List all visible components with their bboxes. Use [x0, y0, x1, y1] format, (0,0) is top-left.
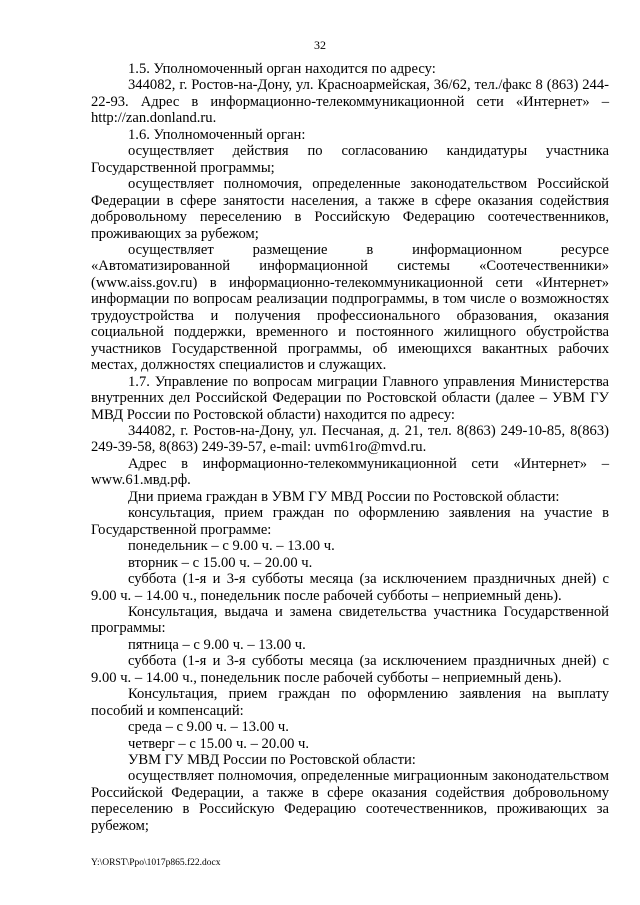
- paragraph: 1.5. Уполномоченный орган находится по адресу:: [128, 61, 436, 77]
- paragraph: вторник – с 15.00 ч. – 20.00 ч.: [128, 554, 313, 571]
- paragraph: Адрес в информационно-телекоммуникационной сети «Интернет» – www.61.мвд.рф.: [91, 455, 609, 489]
- paragraph: суббота (1-я и 3-я субботы месяца (за исключением праздничных дней) с 9.00 ч. – 14.00 ч., понедельник после рабочей субботы – неприемный день).: [91, 653, 609, 686]
- paragraph: 344082, г. Ростов-на-Дону, ул. Песчаная, д. 21, тел. 8(863) 249-10-85, 8(863) 249-39-58, 8(863) 249-39-57, e-mail: uvm61ro@mvd.ru.: [91, 422, 609, 456]
- paragraph: среда – с 9.00 ч. – 13.00 ч.: [128, 719, 289, 736]
- paragraph: 1.7. Управление по вопросам миграции Главного управления Министерства внутренних дел Российской Федерации по Ростовской области (далее – УВМ ГУ МВД России по Ростовской области) находится по адресу:: [91, 373, 609, 423]
- paragraph: осуществляет действия по согласованию кандидатуры участника Государственной программы;: [91, 143, 609, 176]
- paragraph: осуществляет полномочия, определенные законодательством Российской Федерации в сфере занятости населения, а также в сфере оказания содействия добровольному переселению в Российскую Федерацию соотечественников, проживающих за рубежом;: [91, 176, 609, 242]
- paragraph: осуществляет размещение в информационном ресурсе «Автоматизированной информационной системы «Соотечественники» (www.aiss.gov.ru) в информационно-телекоммуникационной сети «Интернет» информации по вопросам реализации подпрограммы, в том числе о возможностях трудоустройства и получения профессионального образования, оказания социальной поддержки, временного и постоянного жилищного обустройства участников Государственной программы, об имеющихся вакантных рабочих местах, должностях специалистов и служащих.: [91, 241, 609, 374]
- file-path-footer: Y:\ORST\Ppo\1017p865.f22.docx: [91, 858, 221, 868]
- paragraph: пятница – с 9.00 ч. – 13.00 ч.: [128, 636, 306, 653]
- page-number: 32: [314, 38, 326, 52]
- paragraph: Консультация, прием граждан по оформлению заявления на выплату пособий и компенсаций:: [91, 686, 609, 719]
- paragraph: 344082, г. Ростов-на-Дону, ул. Красноармейская, 36/62, тел./факс 8 (863) 244-22-93. Адрес в информационно-телекоммуникационной сети «Интернет» – http://zan.donland.ru.: [91, 77, 609, 127]
- paragraph: консультация, прием граждан по оформлению заявления на участие в Государственной программе:: [91, 505, 609, 538]
- paragraph: суббота (1-я и 3-я субботы месяца (за исключением праздничных дней) с 9.00 ч. – 14.00 ч., понедельник после рабочей субботы – неприемный день).: [91, 571, 609, 604]
- paragraph: четверг – с 15.00 ч. – 20.00 ч.: [128, 735, 310, 752]
- paragraph: осуществляет полномочия, определенные миграционным законодательством Российской Федерации, а также в сфере оказания содействия добровольному переселению в Российскую Федерацию соотечественников, проживающих за рубежом;: [91, 768, 609, 834]
- paragraph: Консультация, выдача и замена свидетельства участника Государственной программы:: [91, 603, 609, 637]
- paragraph: 1.6. Уполномоченный орган:: [128, 126, 306, 143]
- paragraph: Дни приема граждан в УВМ ГУ МВД России по Ростовской области:: [128, 488, 560, 505]
- document-body: [91, 61, 609, 834]
- paragraph: УВМ ГУ МВД России по Ростовской области:: [128, 752, 416, 769]
- paragraph: понедельник – с 9.00 ч. – 13.00 ч.: [128, 538, 335, 555]
